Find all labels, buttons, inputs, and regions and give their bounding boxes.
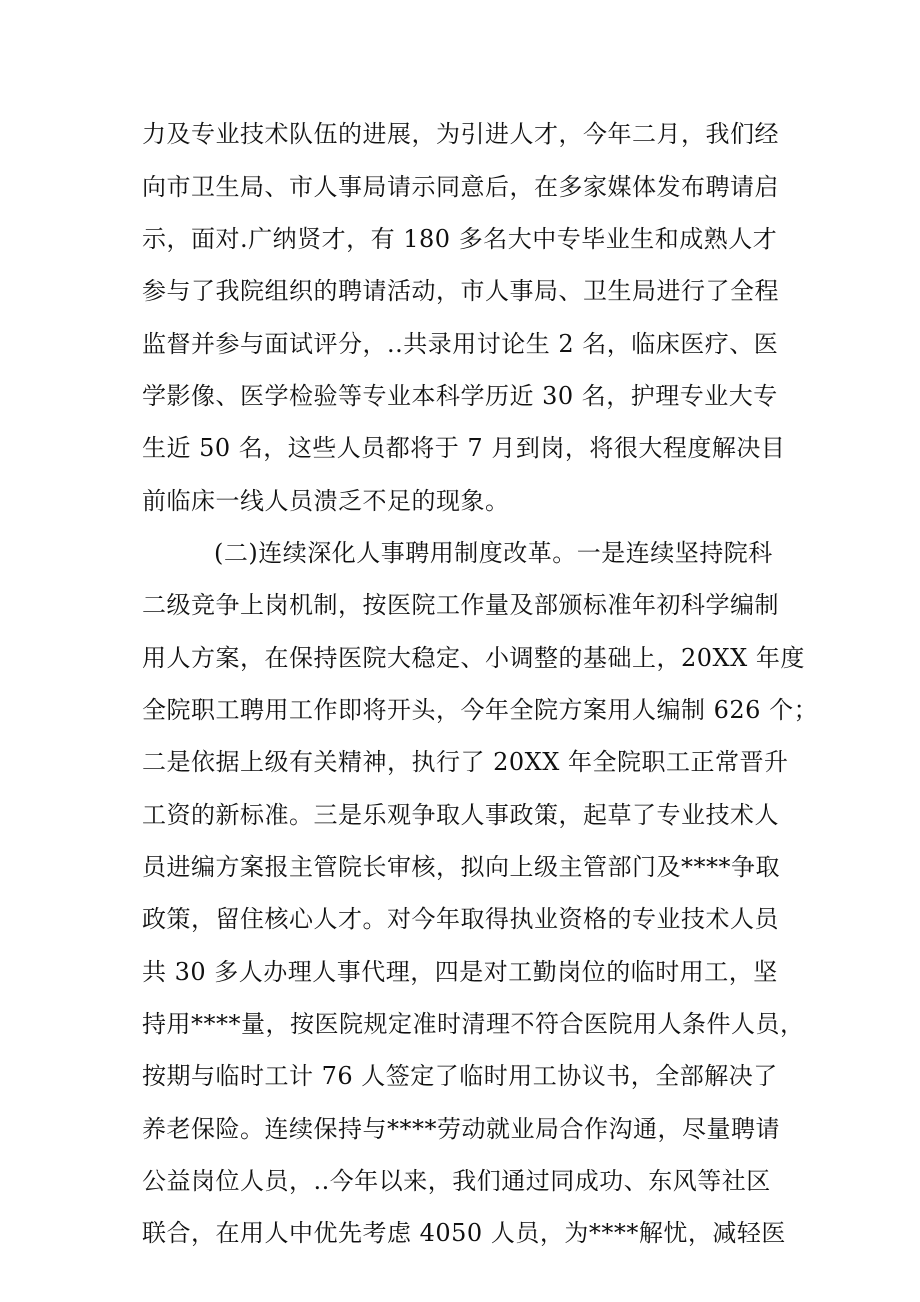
text-line: 生近 50 名，这些人员都将于 7 月到岗，将很大程度解决目 (142, 434, 786, 462)
text-line: 前临床一线人员溃乏不足的现象。 (142, 487, 510, 515)
text-line: 力及专业技术队伍的进展，为引进人才，今年二月，我们经 (142, 120, 779, 148)
text-line: 按期与临时工计 76 人签定了临时用工协议书，全部解决了 (142, 1062, 778, 1090)
text-line: 工资的新标准。三是乐观争取人事政策，起草了专业技术人 (142, 801, 779, 829)
text-line: 公益岗位人员，..今年以来，我们通过同成功、东风等社区 (142, 1167, 771, 1195)
text-line: 向市卫生局、市人事局请示同意后，在多家媒体发布聘请启 (142, 173, 779, 201)
text-line: 全院职工聘用工作即将开头，今年全院方案用人编制 626 个； (142, 696, 819, 724)
text-line: 共 30 多人办理人事代理，四是对工勤岗位的临时用工，坚 (142, 958, 778, 986)
text-line: 用人方案，在保持医院大稳定、小调整的基础上，20XX 年度 (142, 644, 805, 672)
text-line: 监督并参与面试评分，..共录用讨论生 2 名，临床医疗、医 (142, 330, 779, 358)
text-line: 员进编方案报主管院长审核，拟向上级主管部门及****争取 (142, 853, 780, 881)
text-line: 养老保险。连续保持与****劳动就业局合作沟通，尽量聘请 (142, 1115, 780, 1143)
text-line: 二级竞争上岗机制，按医院工作量及部颁标准年初科学编制 (142, 591, 779, 619)
text-line: 学影像、医学检验等专业本科学历近 30 名，护理专业大专 (142, 382, 778, 410)
text-line: 政策，留住核心人才。对今年取得执业资格的专业技术人员 (142, 905, 779, 933)
text-line: 持用****量，按医院规定准时清理不符合医院用人条件人员， (142, 1010, 805, 1038)
text-line: 联合，在用人中优先考虑 4050 人员，为****解忧，减轻医 (142, 1219, 786, 1247)
text-line: 二是依据上级有关精神，执行了 20XX 年全院职工正常晋升 (142, 748, 789, 776)
text-line: 示，面对.广纳贤才，有 180 多名大中专毕业生和成熟人才 (142, 225, 778, 253)
text-line: 参与了我院组织的聘请活动，市人事局、卫生局进行了全程 (142, 277, 779, 305)
paragraph-first-line: (二)连续深化人事聘用制度改革。一是连续坚持院科 (214, 539, 773, 567)
